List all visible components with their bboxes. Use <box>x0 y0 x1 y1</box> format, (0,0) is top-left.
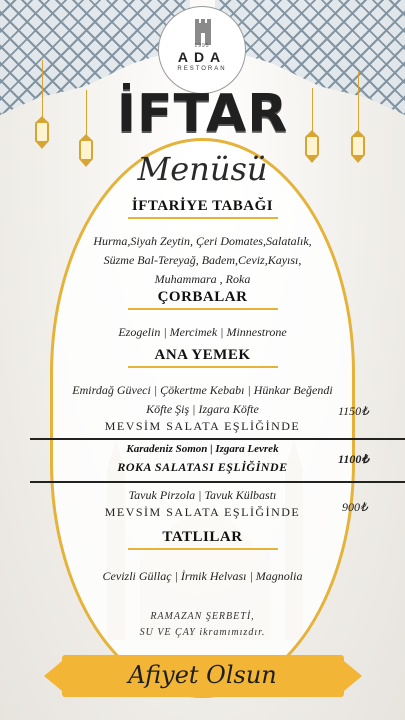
menu-line: Emirdağ Güveci | Çökertme Kebabı | Hünkar Beğendi <box>72 383 333 397</box>
page-subtitle: Menüsü <box>137 150 268 188</box>
logo-subtitle: RESTORAN <box>177 66 227 72</box>
section-underline <box>128 548 278 550</box>
section-underline <box>128 366 278 368</box>
menu-line: Cevizli Güllaç | İrmik Helvası | Magnolia <box>102 569 303 583</box>
divider <box>30 438 405 440</box>
complimentary-note: SU VE ÇAY ikramımızdır. <box>139 627 266 638</box>
price-label: 1100₺ <box>338 452 369 466</box>
menu-line: Tavuk Pirzola | Tavuk Külbastı <box>128 488 277 502</box>
footer-ribbon-text: Afiyet Olsun <box>128 661 277 689</box>
accompaniment-text: MEVSİM SALATA EŞLİĞİNDE <box>104 505 301 519</box>
logo-name: ADA <box>177 49 227 65</box>
divider <box>30 481 405 483</box>
castle-tower-icon <box>189 17 217 45</box>
menu-line: Hurma,Siyah Zeytin, Çeri Domates,Salatalık, <box>93 234 312 248</box>
menu-line: Köfte Şiş | Izgara Köfte <box>146 402 259 416</box>
accompaniment-text: MEVSİM SALATA EŞLİĞİNDE <box>104 419 301 433</box>
section-title-ana-yemek <box>0 347 405 368</box>
menu-line: Ezogelin | Mercimek | Minnestrone <box>118 325 287 339</box>
menu-line: Süzme Bal-Tereyağ, Badem,Ceviz,Kayısı, <box>103 253 302 267</box>
complimentary-note: RAMAZAN ŞERBETİ, <box>150 611 255 622</box>
logo-since: 1995 <box>194 43 210 49</box>
restaurant-logo <box>158 6 246 94</box>
section-title-text: ÇORBALAR <box>157 289 248 305</box>
section-title-text: TATLILAR <box>162 529 243 545</box>
accompaniment-text: ROKA SALATASI EŞLİĞİNDE <box>117 460 288 474</box>
page-title: İFTAR <box>116 84 289 144</box>
price-label: 1150₺ <box>338 404 369 418</box>
section-title-corbalar <box>0 289 405 310</box>
menu-line: Muhammara , Roka <box>154 272 251 286</box>
section-title-text: ANA YEMEK <box>154 347 251 363</box>
section-title-text: İFTARİYE TABAĞI <box>131 198 274 214</box>
section-underline <box>128 308 278 310</box>
section-title-iftariye <box>0 198 405 219</box>
section-title-tatlilar <box>0 529 405 550</box>
price-label: 900₺ <box>342 500 368 514</box>
section-underline <box>128 217 278 219</box>
menu-line: Karadeniz Somon | Izgara Levrek <box>126 443 279 455</box>
